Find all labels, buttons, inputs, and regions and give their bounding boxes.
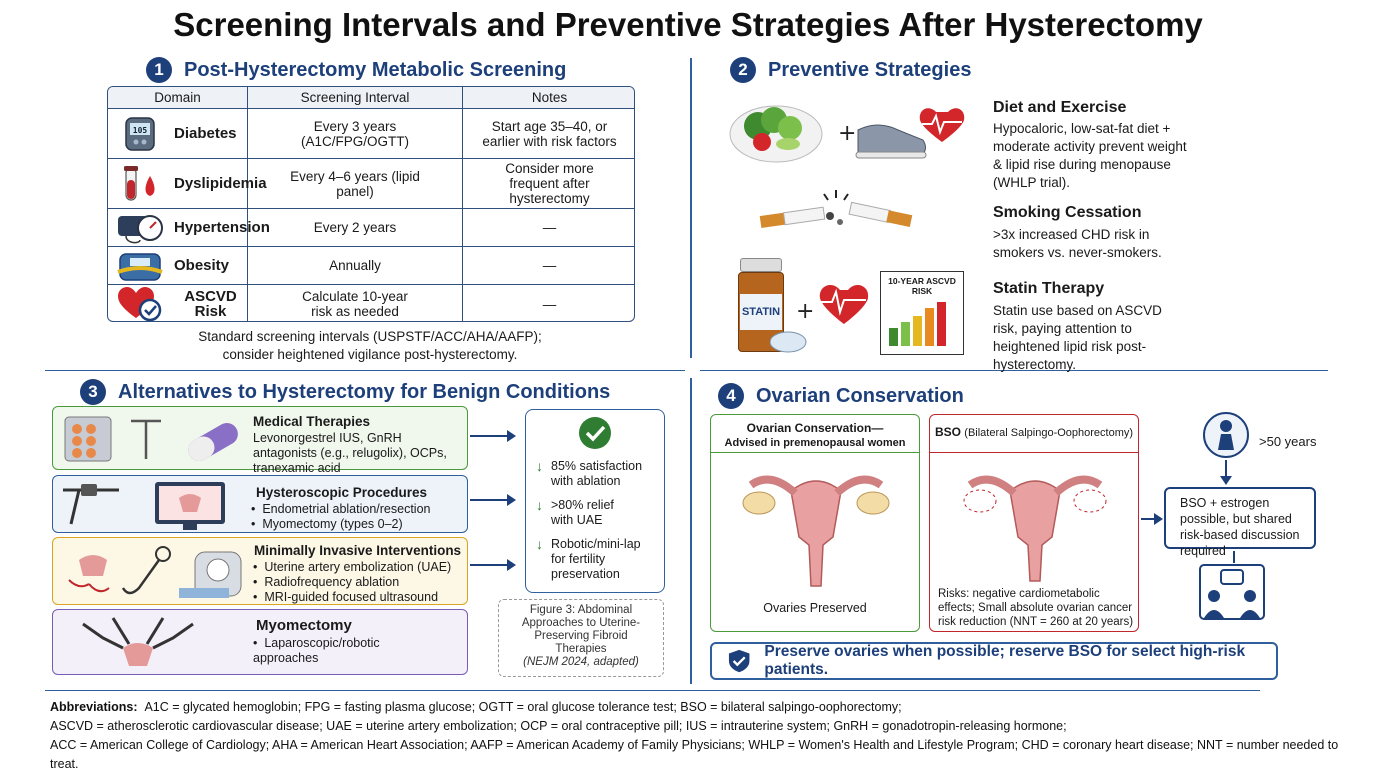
section-number: 1: [146, 57, 172, 83]
blood-pressure-cuff-icon: [116, 210, 164, 246]
box-title: Minimally Invasive Interventions: [254, 543, 462, 558]
interval-cell: Every 2 years: [248, 209, 463, 246]
interval-cell: Every 3 years (A1C/FPG/OGTT): [248, 109, 463, 158]
uterus-ovaries-icon: [721, 461, 911, 591]
section-4-header: [718, 383, 964, 409]
notes-cell: —: [542, 220, 557, 235]
outcome-item: ↓ 85% satisfaction with ablation: [536, 458, 643, 488]
interval-cell: Annually: [248, 247, 463, 284]
panel-header: Ovarian Conservation— Advised in premenopausal women: [711, 415, 919, 453]
scale-icon: [116, 248, 164, 284]
outcome-item: ↓ Robotic/mini-lap for fertility preservation: [536, 536, 641, 581]
embolization-mri-icon: [59, 540, 249, 604]
strategy-title: Diet and Exercise: [993, 99, 1127, 116]
table-caption: Standard screening intervals (USPSTF/ACC/AHA/AAFP); consider heightened vigilance post-hysterectomy.: [198, 329, 542, 362]
box-bullet: • Endometrial ablation/resection: [251, 502, 431, 516]
blood-tube-icon: [116, 166, 164, 202]
box-title: Medical Therapies: [253, 414, 371, 429]
broken-cigarette-icon: [758, 186, 918, 240]
hysteroscopic-box: [52, 475, 468, 533]
domain-cell: [108, 109, 248, 158]
strategy-text: Hypocaloric, low-sat-fat diet + moderate activity prevent weight & lipid rise during menopause (WHLP trial).: [993, 121, 1187, 190]
robotic-surgery-icon: [73, 614, 203, 672]
notes-cell: Consider more frequent after hysterectomy: [505, 161, 594, 206]
box-text: Levonorgestrel IUS, GnRH antagonists (e.g., relugolix), OCPs, tranexamic acid: [253, 431, 447, 475]
box-title: Hysteroscopic Procedures: [256, 485, 428, 500]
outcomes-box: [525, 409, 665, 593]
section-3-header: [80, 379, 610, 405]
outcome-item: ↓ >80% relief with UAE: [536, 497, 614, 527]
svg-text:+: +: [796, 299, 815, 324]
heart-check-icon: [116, 286, 164, 322]
interval-cell: Calculate 10-year risk as needed: [248, 285, 463, 322]
section-1-header: [146, 57, 566, 83]
svg-text:+: +: [838, 121, 857, 146]
section-number: 3: [80, 379, 106, 405]
myomectomy-box: [52, 609, 468, 675]
panel-header: BSO (Bilateral Salpingo-Oophorectomy): [930, 415, 1138, 453]
banner-text: Preserve ovaries when possible; reserve BSO for select high-risk patients.: [764, 643, 1246, 678]
notes-cell: Start age 35–40, or earlier with risk factors: [482, 118, 617, 149]
arrow-icon: [470, 564, 514, 566]
age-label: >50 years: [1259, 434, 1317, 449]
minimally-invasive-box: [52, 537, 468, 605]
section-2-header: [730, 57, 971, 83]
strategy-title: Statin Therapy: [993, 280, 1105, 297]
table-row: [108, 247, 634, 285]
box-bullet: • Radiofrequency ablation: [253, 575, 400, 589]
ascvd-risk-chart: [880, 271, 964, 355]
section-number: 2: [730, 57, 756, 83]
section-title: Alternatives to Hysterectomy for Benign Conditions: [118, 380, 611, 403]
panel-caption: Risks: negative cardiometabolic effects; Small absolute ovarian cancer risk reduction (NNT = 260 at 20 years): [938, 588, 1134, 628]
table-row: [108, 285, 634, 322]
vertical-arrow: [1233, 551, 1235, 563]
box-bullet: • Laparoscopic/robotic approaches: [253, 636, 380, 665]
domain-cell: [108, 285, 248, 322]
chart-label: 10-YEAR ASCVD RISK: [888, 276, 956, 296]
arrow-icon: [470, 499, 514, 501]
glucose-meter-icon: [116, 116, 164, 152]
domain-cell: [108, 159, 267, 208]
domain-label: Diabetes: [174, 125, 237, 142]
domain-cell: [108, 209, 270, 246]
table-row: [108, 209, 634, 247]
strategy-text: Statin use based on ASCVD risk, paying attention to heightened lipid risk post-hysterectomy.: [993, 303, 1162, 372]
checkmark-icon: [578, 416, 612, 450]
domain-label: ASCVD Risk: [184, 288, 237, 320]
panel-caption: Ovaries Preserved: [763, 601, 867, 615]
column-header: Domain: [108, 87, 248, 108]
diet-exercise-illustration: [728, 96, 973, 166]
horizontal-divider-left: [45, 370, 685, 371]
interval-cell: Every 4–6 years (lipid panel): [248, 159, 463, 208]
abbr-line: ASCVD = atherosclerotic cardiovascular disease; UAE = uterine artery embolization; OCP = oral contraceptive pill; IUS = intrauterine system; GnRH = gonadotropin-releasing hormone;: [50, 719, 1067, 733]
down-arrow-icon: ↓: [536, 536, 543, 552]
section-title: Preventive Strategies: [768, 58, 972, 81]
notes-cell: —: [542, 296, 557, 312]
notes-cell: —: [542, 258, 557, 273]
section-title: Post-Hysterectomy Metabolic Screening: [184, 58, 567, 81]
uterus-removed-ovaries-icon: [940, 461, 1130, 585]
decision-box: BSO + estrogen possible, but shared risk-based discussion required: [1164, 487, 1316, 549]
discussion-icon: [1199, 564, 1265, 620]
woman-icon: [1203, 412, 1249, 458]
abbr-line: ACC = American College of Cardiology; AHA = American Heart Association; AAFP = American Academy of Family Physicians; WHLP = Women's Health and Lifestyle Program; CHD = coronary heart disease; NNT = number needed to treat.: [50, 738, 1339, 771]
domain-label: Hypertension: [174, 219, 270, 236]
section-title: Ovarian Conservation: [756, 384, 964, 407]
down-arrow-icon: ↓: [536, 497, 543, 513]
pill-heart-icon: [770, 270, 880, 360]
domain-label: Obesity: [174, 257, 230, 274]
statin-label: STATIN: [740, 294, 782, 330]
abbr-line: Abbreviations: A1C = glycated hemoglobin; FPG = fasting plasma glucose; OGTT = oral glucose tolerance test; BSO = bilateral salpingo-oophorectomy;: [50, 700, 902, 714]
medical-therapies-box: [52, 406, 468, 475]
table-header: [108, 87, 634, 109]
box-bullet: • Myomectomy (types 0–2): [251, 517, 403, 531]
meter-reading: 105: [132, 125, 148, 135]
screening-table: [107, 86, 635, 322]
footer-divider: [45, 690, 1260, 691]
arrow-icon: [470, 435, 514, 437]
strategy-text: >3x increased CHD risk in smokers vs. never-smokers.: [993, 227, 1162, 260]
down-arrow-icon: [1220, 476, 1232, 485]
ovaries-preserved-panel: [710, 414, 920, 632]
column-header: Notes: [531, 90, 568, 105]
arrow-icon: [1141, 518, 1161, 520]
page-title: Screening Intervals and Preventive Strategies After Hysterectomy: [173, 6, 1203, 43]
strategy-title: Smoking Cessation: [993, 204, 1142, 221]
abbreviations: [50, 698, 1350, 774]
domain-cell: [108, 247, 248, 284]
table-row: [108, 109, 634, 159]
bso-panel: [929, 414, 1139, 632]
box-bullet: • MRI-guided focused ultrasound: [253, 590, 439, 604]
hysteroscope-monitor-icon: [59, 478, 239, 532]
table-row: [108, 159, 634, 209]
figure-caption: Figure 3: Abdominal Approaches to Uterine-Preserving Fibroid Therapies (NEJM 2024, adapted): [498, 599, 664, 677]
section-number: 4: [718, 383, 744, 409]
vertical-divider-top: [690, 58, 692, 358]
box-bullet: • Uterine artery embolization (UAE): [253, 560, 452, 574]
box-title: Myomectomy: [256, 617, 352, 634]
down-arrow-icon: ↓: [536, 458, 543, 474]
column-header: Screening Interval: [248, 87, 463, 108]
pills-iud-icon: [61, 411, 251, 467]
recommendation-banner: [710, 642, 1278, 680]
vertical-divider-bottom: [690, 378, 692, 684]
domain-label: Dyslipidemia: [174, 175, 267, 192]
shield-check-icon: [728, 648, 750, 674]
